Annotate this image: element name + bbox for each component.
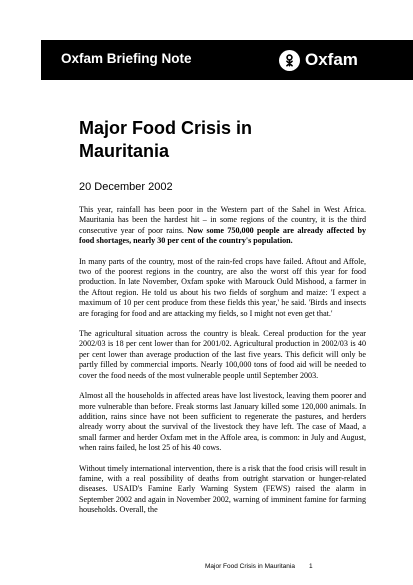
series-title: Oxfam Briefing Note — [61, 51, 192, 66]
emphasis-text: Now some 750,000 people are already affected by food shortages, nearly 30 per cent of the country's population. — [79, 225, 366, 246]
body-paragraph: This year, rainfall has been poor in the Western part of the Sahel in West Africa. Mauritania has been the hardest hit – in some regions of the country, it is the third consecutive year of poor rains. Now some 750,000 people are already affected by food shortages, nearly 30 per cent of the country's population. — [79, 205, 366, 246]
body-paragraph: In many parts of the country, most of the rain-fed crops have failed. Aftout and Affole, two of the poorest regions in the country, are also the worst off this year for food production. In late November, Oxfam spoke with Marouck Ould Mishood, a farmer in the Aftout region. He told us about his two fields of sorghum and maize: 'I expect a maximum of 10 per cent produce from these fields this year,' he said. 'Birds and insects are foraging for food and are attacking my fields, so I might not even get that.' — [79, 256, 366, 318]
document-title: Major Food Crisis in Mauritania — [79, 118, 253, 161]
body-paragraph: Almost all the households in affected areas have lost livestock, leaving them poorer and more vulnerable than before. Freak storms last January killed some 120,000 animals. In addition, rains since have not been sufficient to regenerate the pastures, and herders already worry about the survival of the livestock they have left. The case of Maad, a small farmer and herder Oxfam met in the Affole area, is common: in July and August, when rains failed, he lost 25 of his 40 cows. — [79, 391, 366, 453]
document-body — [79, 205, 366, 526]
document-date: 20 December 2002 — [79, 181, 173, 193]
oxfam-logo-icon — [279, 50, 300, 71]
header-band — [41, 40, 413, 80]
page-footer — [205, 563, 313, 570]
body-paragraph: The agricultural situation across the country is bleak. Cereal production for the year 2002/03 is 18 per cent lower than for 2001/02. Agricultural production in 2002/03 is 40 per cent lower than average production of the last five years. This deficit will only be partly filled by commercial imports. Nearly 100,000 tons of food aid will be needed to cover the food needs of the most vulnerable people until September 2003. — [79, 329, 366, 380]
body-paragraph: Without timely international intervention, there is a risk that the food crisis will result in famine, with a real possibility of deaths from outright starvation or hunger-related diseases. USAID's Famine Early Warning System (FEWS) raised the alarm in September 2002 and again in November 2002, warning of imminent famine for farming households. Overall, the — [79, 463, 366, 515]
page-number: 1 — [308, 563, 313, 570]
running-title: Major Food Crisis in Mauritania — [205, 563, 295, 570]
brand-name: Oxfam — [305, 50, 358, 69]
brand-logo — [279, 46, 358, 74]
